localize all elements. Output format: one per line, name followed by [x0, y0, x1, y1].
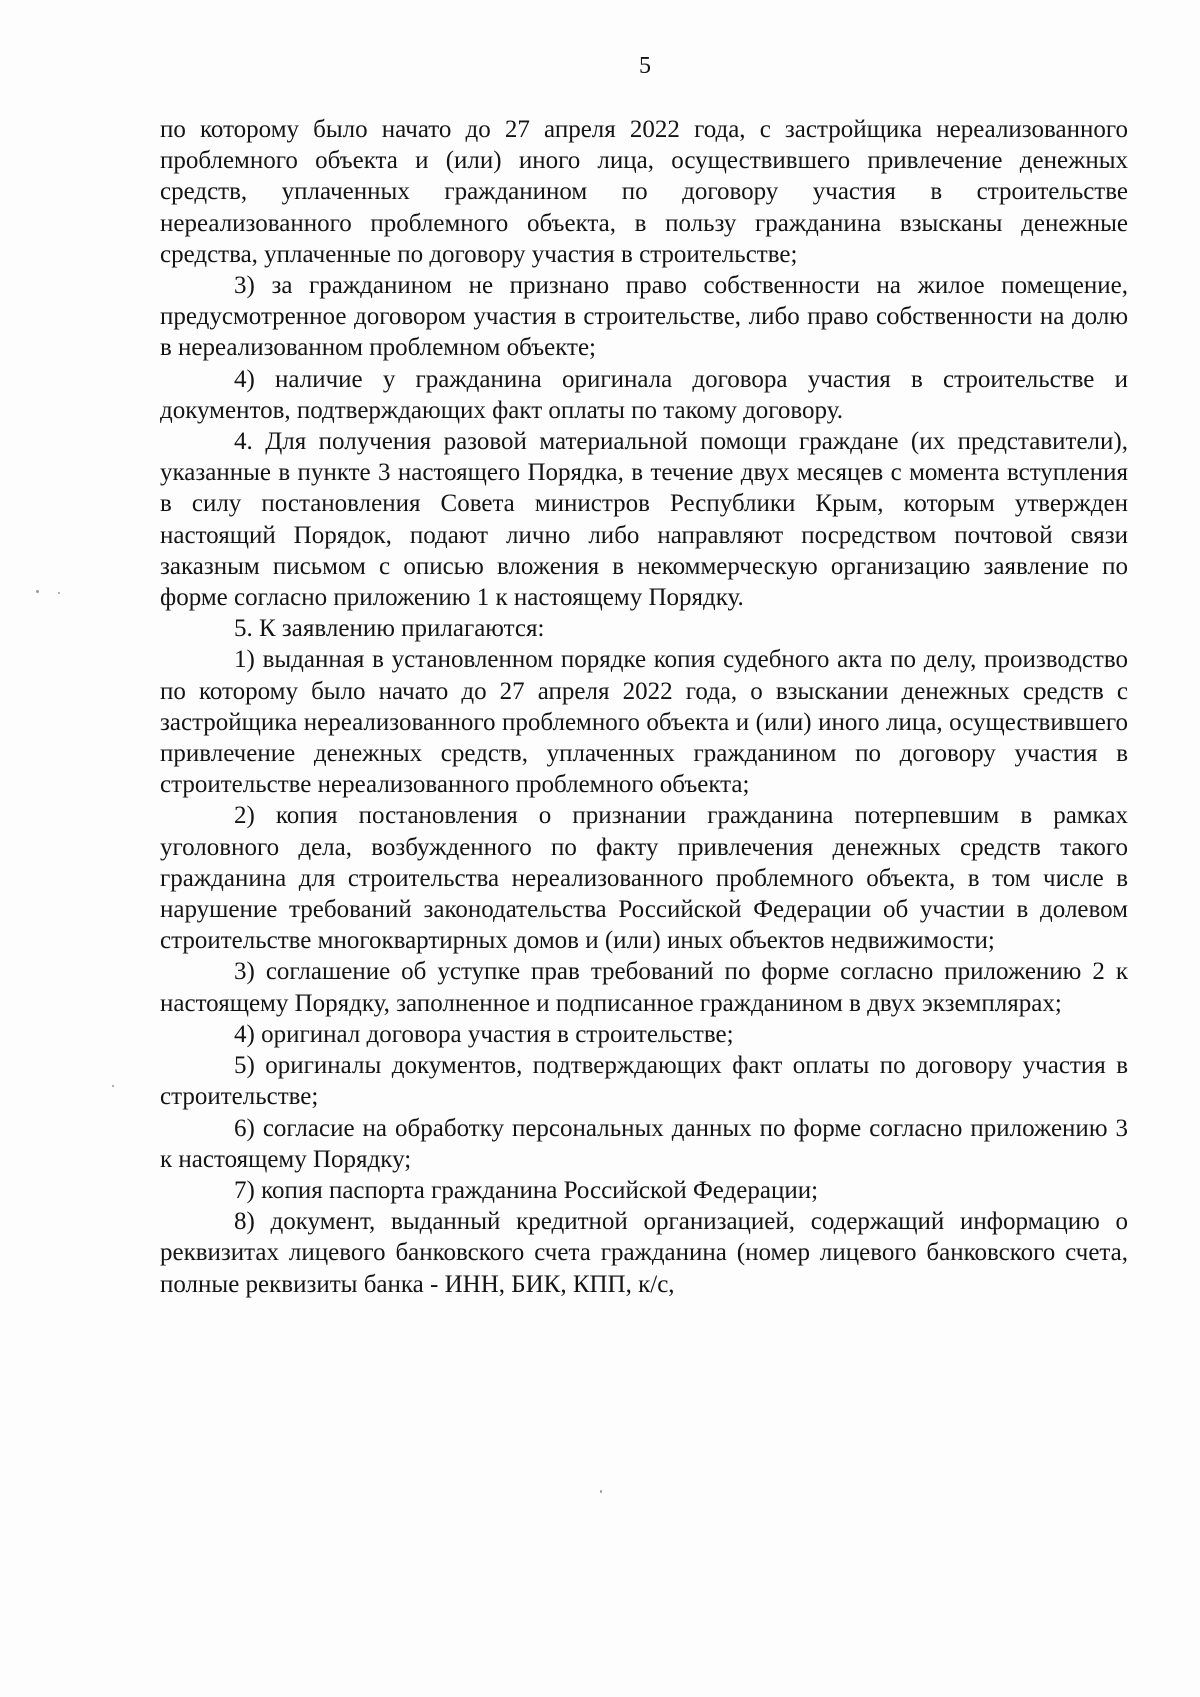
paragraph-item-5-2: 2) копия постановления о признании гражданина потерпевшим в рамках уголовного дела, возбужденного по факту привлечения денежных средств такого гражданина для строительства нереализованного проблемного объекта, в том числе в нарушение требований законодательства Российской Федерации об участии в долевом строительстве многоквартирных домов и (или) иных объектов недвижимости;	[160, 802, 1128, 955]
page-number: 5	[639, 53, 651, 79]
paragraph-item-5-8: 8) документ, выданный кредитной организацией, содержащий информацию о реквизитах лицевого банковского счета гражданина (номер лицевого банковского счета, полные реквизиты банка - ИНН, БИК, КПП, к/с,	[160, 1208, 1128, 1298]
scan-speck	[112, 1085, 114, 1087]
paragraph-clause-5: 5. К заявлению прилагаются:	[234, 615, 545, 643]
paragraph-continuation: по которому было начато до 27 апреля 2022 года, с застройщика нереализованного проблемного объекта и (или) иного лица, осуществившего привлечение денежных средств, уплаченных гражданином по договору участия в строительстве нереализованного проблемного объекта, в пользу гражданина взысканы денежные средства, уплаченные по договору участия в строительстве;	[160, 116, 1128, 268]
paragraph-item-3-3: 3) за гражданином не признано право собственности на жилое помещение, предусмотренное договором участия в строительстве, либо право собственности на долю в нереализованном проблемном объекте;	[160, 272, 1128, 362]
paragraph-clause-4: 4. Для получения разовой материальной помощи граждане (их представители), указанные в пункте 3 настоящего Порядка, в течение двух месяцев с момента вступления в силу постановления Совета министров Республики Крым, которым утвержден настоящий Порядок, подают лично либо направляют посредством почтовой связи заказным письмом с описью вложения в некоммерческую организацию заявление по форме согласно приложению 1 к настоящему Порядку.	[160, 428, 1128, 612]
paragraph-item-5-1: 1) выданная в установленном порядке копия судебного акта по делу, производство по которому было начато до 27 апреля 2022 года, о взыскании денежных средств с застройщика нереализованного проблемного объекта и (или) иного лица, осуществившего привлечение денежных средств, уплаченных гражданином по договору участия в строительстве нереализованного проблемного объекта;	[160, 646, 1128, 799]
paragraph-item-5-6: 6) согласие на обработку персональных данных по форме согласно приложению 3 к настоящему Порядку;	[160, 1114, 1128, 1173]
scan-speck	[58, 592, 60, 594]
paragraph-item-3-4: 4) наличие у гражданина оригинала договора участия в строительстве и документов, подтверждающих факт оплаты по такому договору.	[160, 365, 1128, 424]
paragraph-item-5-3: 3) соглашение об уступке прав требований по форме согласно приложению 2 к настоящему Порядку, заполненное и подписанное гражданином в двух экземплярах;	[160, 958, 1128, 1017]
scan-speck	[36, 590, 39, 593]
paragraph-item-5-7: 7) копия паспорта гражданина Российской Федерации;	[234, 1176, 819, 1204]
scan-speck	[600, 1490, 602, 1493]
document-body	[160, 114, 1128, 1300]
paragraph-item-5-5: 5) оригиналы документов, подтверждающих факт оплаты по договору участия в строительстве;	[160, 1052, 1128, 1111]
paragraph-item-5-4: 4) оригинал договора участия в строительстве;	[234, 1020, 734, 1048]
